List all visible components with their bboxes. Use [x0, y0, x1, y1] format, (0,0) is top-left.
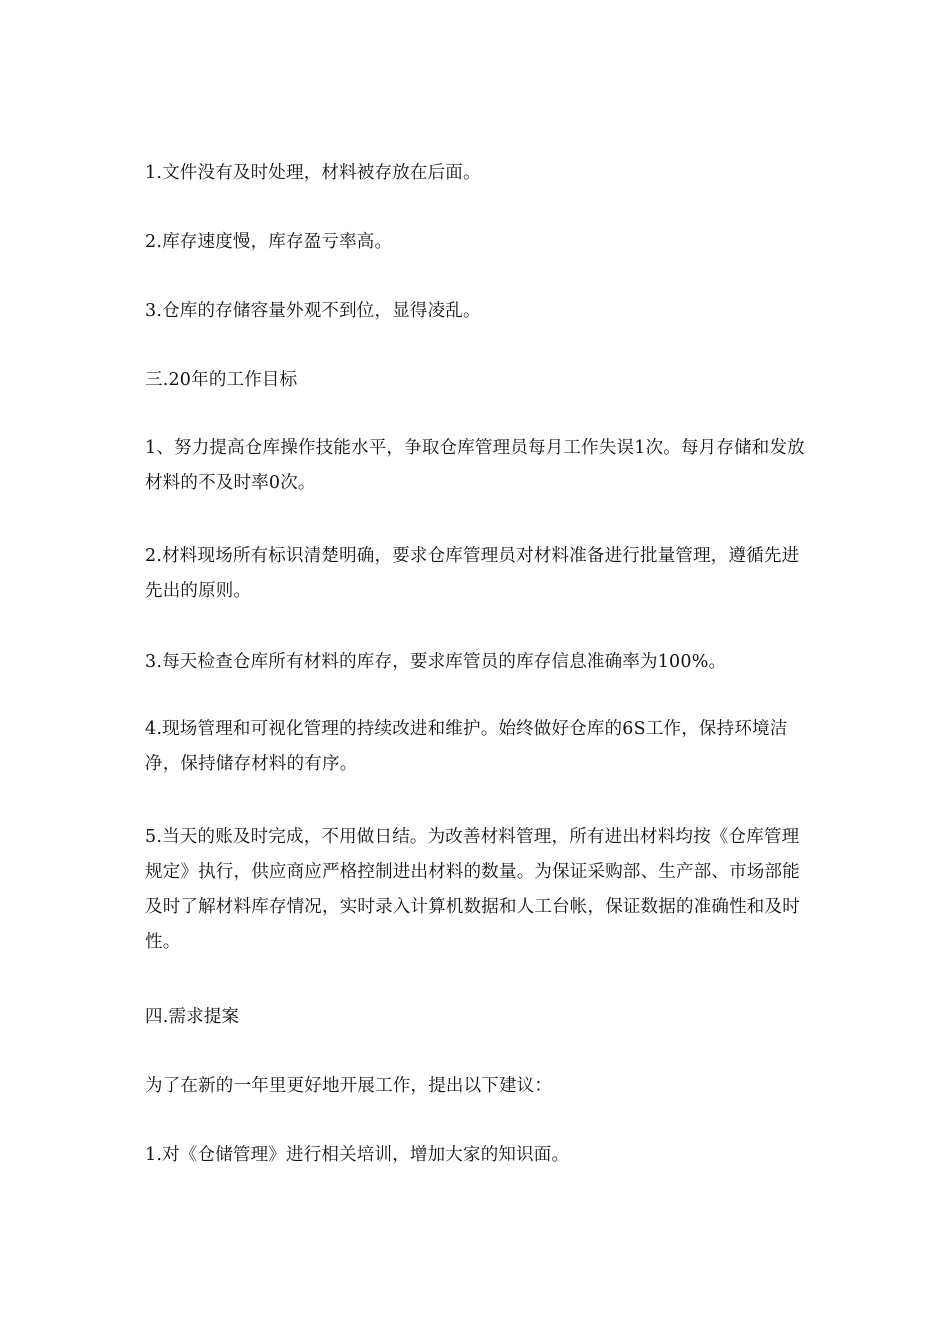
problem-item-2: 2.库存速度慢，库存盈亏率高。: [145, 232, 393, 252]
problem-item-3: 3.仓库的存储容量外观不到位，显得凌乱。: [145, 301, 481, 321]
problem-item-1: 1.文件没有及时处理，材料被存放在后面。: [145, 163, 481, 183]
goal-item-5: 5.当天的账及时完成，不用做日结。为改善材料管理，所有进出材料均按《仓库管理规定》执行，供应商应严格控制进出材料的数量。为保证采购部、生产部、市场部能及时了解材料库存情况，实时录入计算机数据和人工台帐，保证数据的准确性和及时性。: [145, 827, 800, 952]
section-heading-goals: 三.20年的工作目标: [145, 370, 298, 390]
section-heading-proposals: 四.需求提案: [145, 1007, 240, 1027]
goal-item-1: 1、努力提高仓库操作技能水平，争取仓库管理员每月工作失误1次。每月存储和发放材料的不及时率0次。: [145, 438, 805, 493]
goal-item-2: 2.材料现场所有标识清楚明确，要求仓库管理员对材料准备进行批量管理，遵循先进先出的原则。: [145, 546, 800, 601]
goal-item-3: 3.每天检查仓库所有材料的库存，要求库管员的库存信息准确率为100%。: [145, 652, 727, 672]
proposal-intro: 为了在新的一年里更好地开展工作，提出以下建议：: [145, 1076, 553, 1096]
proposal-item-1: 1.对《仓储管理》进行相关培训，增加大家的知识面。: [145, 1145, 570, 1165]
goal-item-4: 4.现场管理和可视化管理的持续改进和维护。始终做好仓库的6S工作，保持环境洁净，保持储存材料的有序。: [145, 719, 788, 774]
